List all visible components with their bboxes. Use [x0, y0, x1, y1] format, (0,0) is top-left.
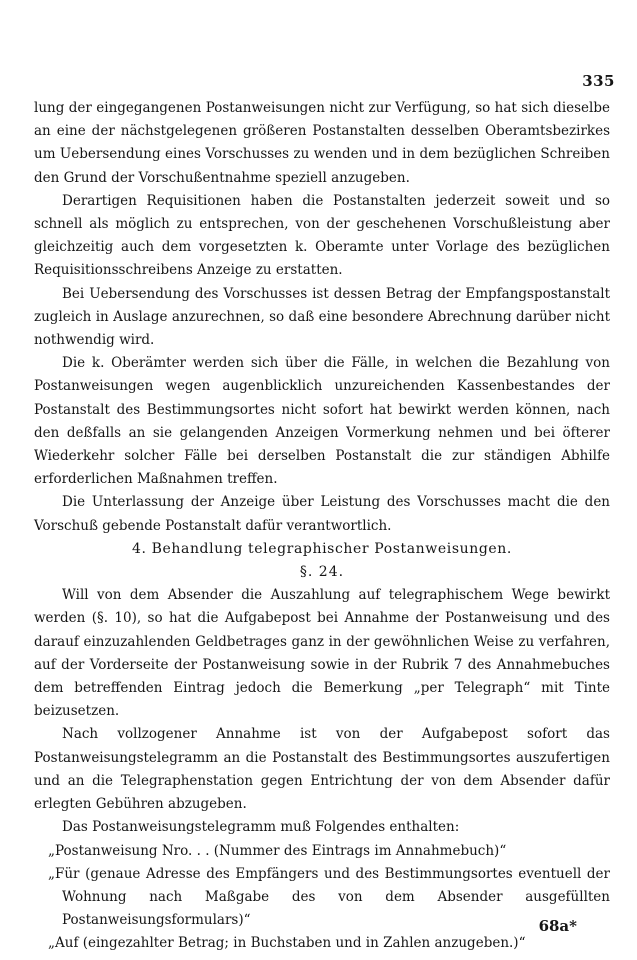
paragraph-telegram-contents: Das Postanweisungstelegramm muß Folgendes enthalten:	[62, 819, 460, 836]
section-heading: 4. Behandlung telegraphischer Postanweisungen.	[132, 540, 512, 557]
paragraph-continuation: lung der eingegangenen Postanweisungen nicht zur Verfügung, so hat sich dieselbe an eine der nächstgelegenen größeren Postanstalten desselben Oberamtsbezirkes um Uebersendung eines Vorschusses zu wenden und in dem bezüglichen Schreiben den Grund der Vorschußentnahme speziell anzugeben.	[34, 100, 610, 186]
paragraph-requisitions: Derartigen Requisitionen haben die Postanstalten jederzeit soweit und so schnell als möglich zu entsprechen, von der geschehenen Vorschußleistung aber gleichzeitig auch dem vorgesetzten k. Oberamte unter Vorlage des bezüglichen Requisitionsschreibens Anzeige zu erstatten.	[34, 192, 610, 279]
paragraph-after-acceptance: Nach vollzogener Annahme ist von der Aufgabepost sofort das Postanweisungstelegramm an die Postanstalt des Bestimmungsortes auszufertigen und an die Telegraphenstation gegen Entrichtung der von dem Absender dafür erlegten Gebühren abzugeben.	[34, 726, 610, 813]
page-body	[34, 97, 610, 956]
paragraph-oberaemter: Die k. Oberämter werden sich über die Fälle, in welchen die Bezahlung von Postanweisungen wegen augenblicklich unzureichenden Kassenbestandes der Postanstalt des Bestimmungsortes nicht sofort hat bewirkt werden können, nach den deßfalls an sie gelangenden Anzeigen Vormerkung nehmen und bei öfterer Wiederkehr solcher Fälle bei derselben Postanstalt die zur ständigen Abhilfe erforderlichen Maßnahmen treffen.	[34, 355, 610, 488]
paragraph-liability: Die Unterlassung der Anzeige über Leistung des Vorschusses macht die den Vorschuß gebende Postanstalt dafür verantwortlich.	[34, 494, 610, 534]
section-sign: §. 24.	[299, 564, 345, 581]
paragraph-advance-transfer: Bei Uebersendung des Vorschusses ist dessen Betrag der Empfangspostanstalt zugleich in Auslage anzurechnen, so daß eine besondere Abrechnung darüber nicht nothwendig wird.	[34, 285, 610, 349]
list-item: „Postanweisung Nro. . . (Nummer des Eintrags im Annahmebuch)“	[48, 842, 507, 859]
paragraph-telegraphic-payment: Will von dem Absender die Auszahlung auf telegraphischem Wege bewirkt werden (§. 10), so hat die Aufgabepost bei Annahme der Postanweisung und des darauf einzuzahlenden Geldbetrages ganz in der gewöhnlichen Weise zu verfahren, auf der Vorderseite der Postanweisung sowie in der Rubrik 7 des Annahmebuches dem betreffenden Eintrag jedoch die Bemerkung „per Telegraph“ mit Tinte beizusetzen.	[34, 587, 610, 720]
page-number: 335	[582, 72, 615, 90]
list-item: „Auf (eingezahlter Betrag; in Buchstaben und in Zahlen anzugeben.)“	[48, 935, 526, 952]
signature-mark: 68a*	[538, 917, 577, 935]
list-item: „Für (genaue Adresse des Empfängers und des Bestimmungsortes eventuell der Wohnung nach Maßgabe des von dem Absender ausgefüllten Postanweisungsformulars)“	[48, 865, 610, 929]
